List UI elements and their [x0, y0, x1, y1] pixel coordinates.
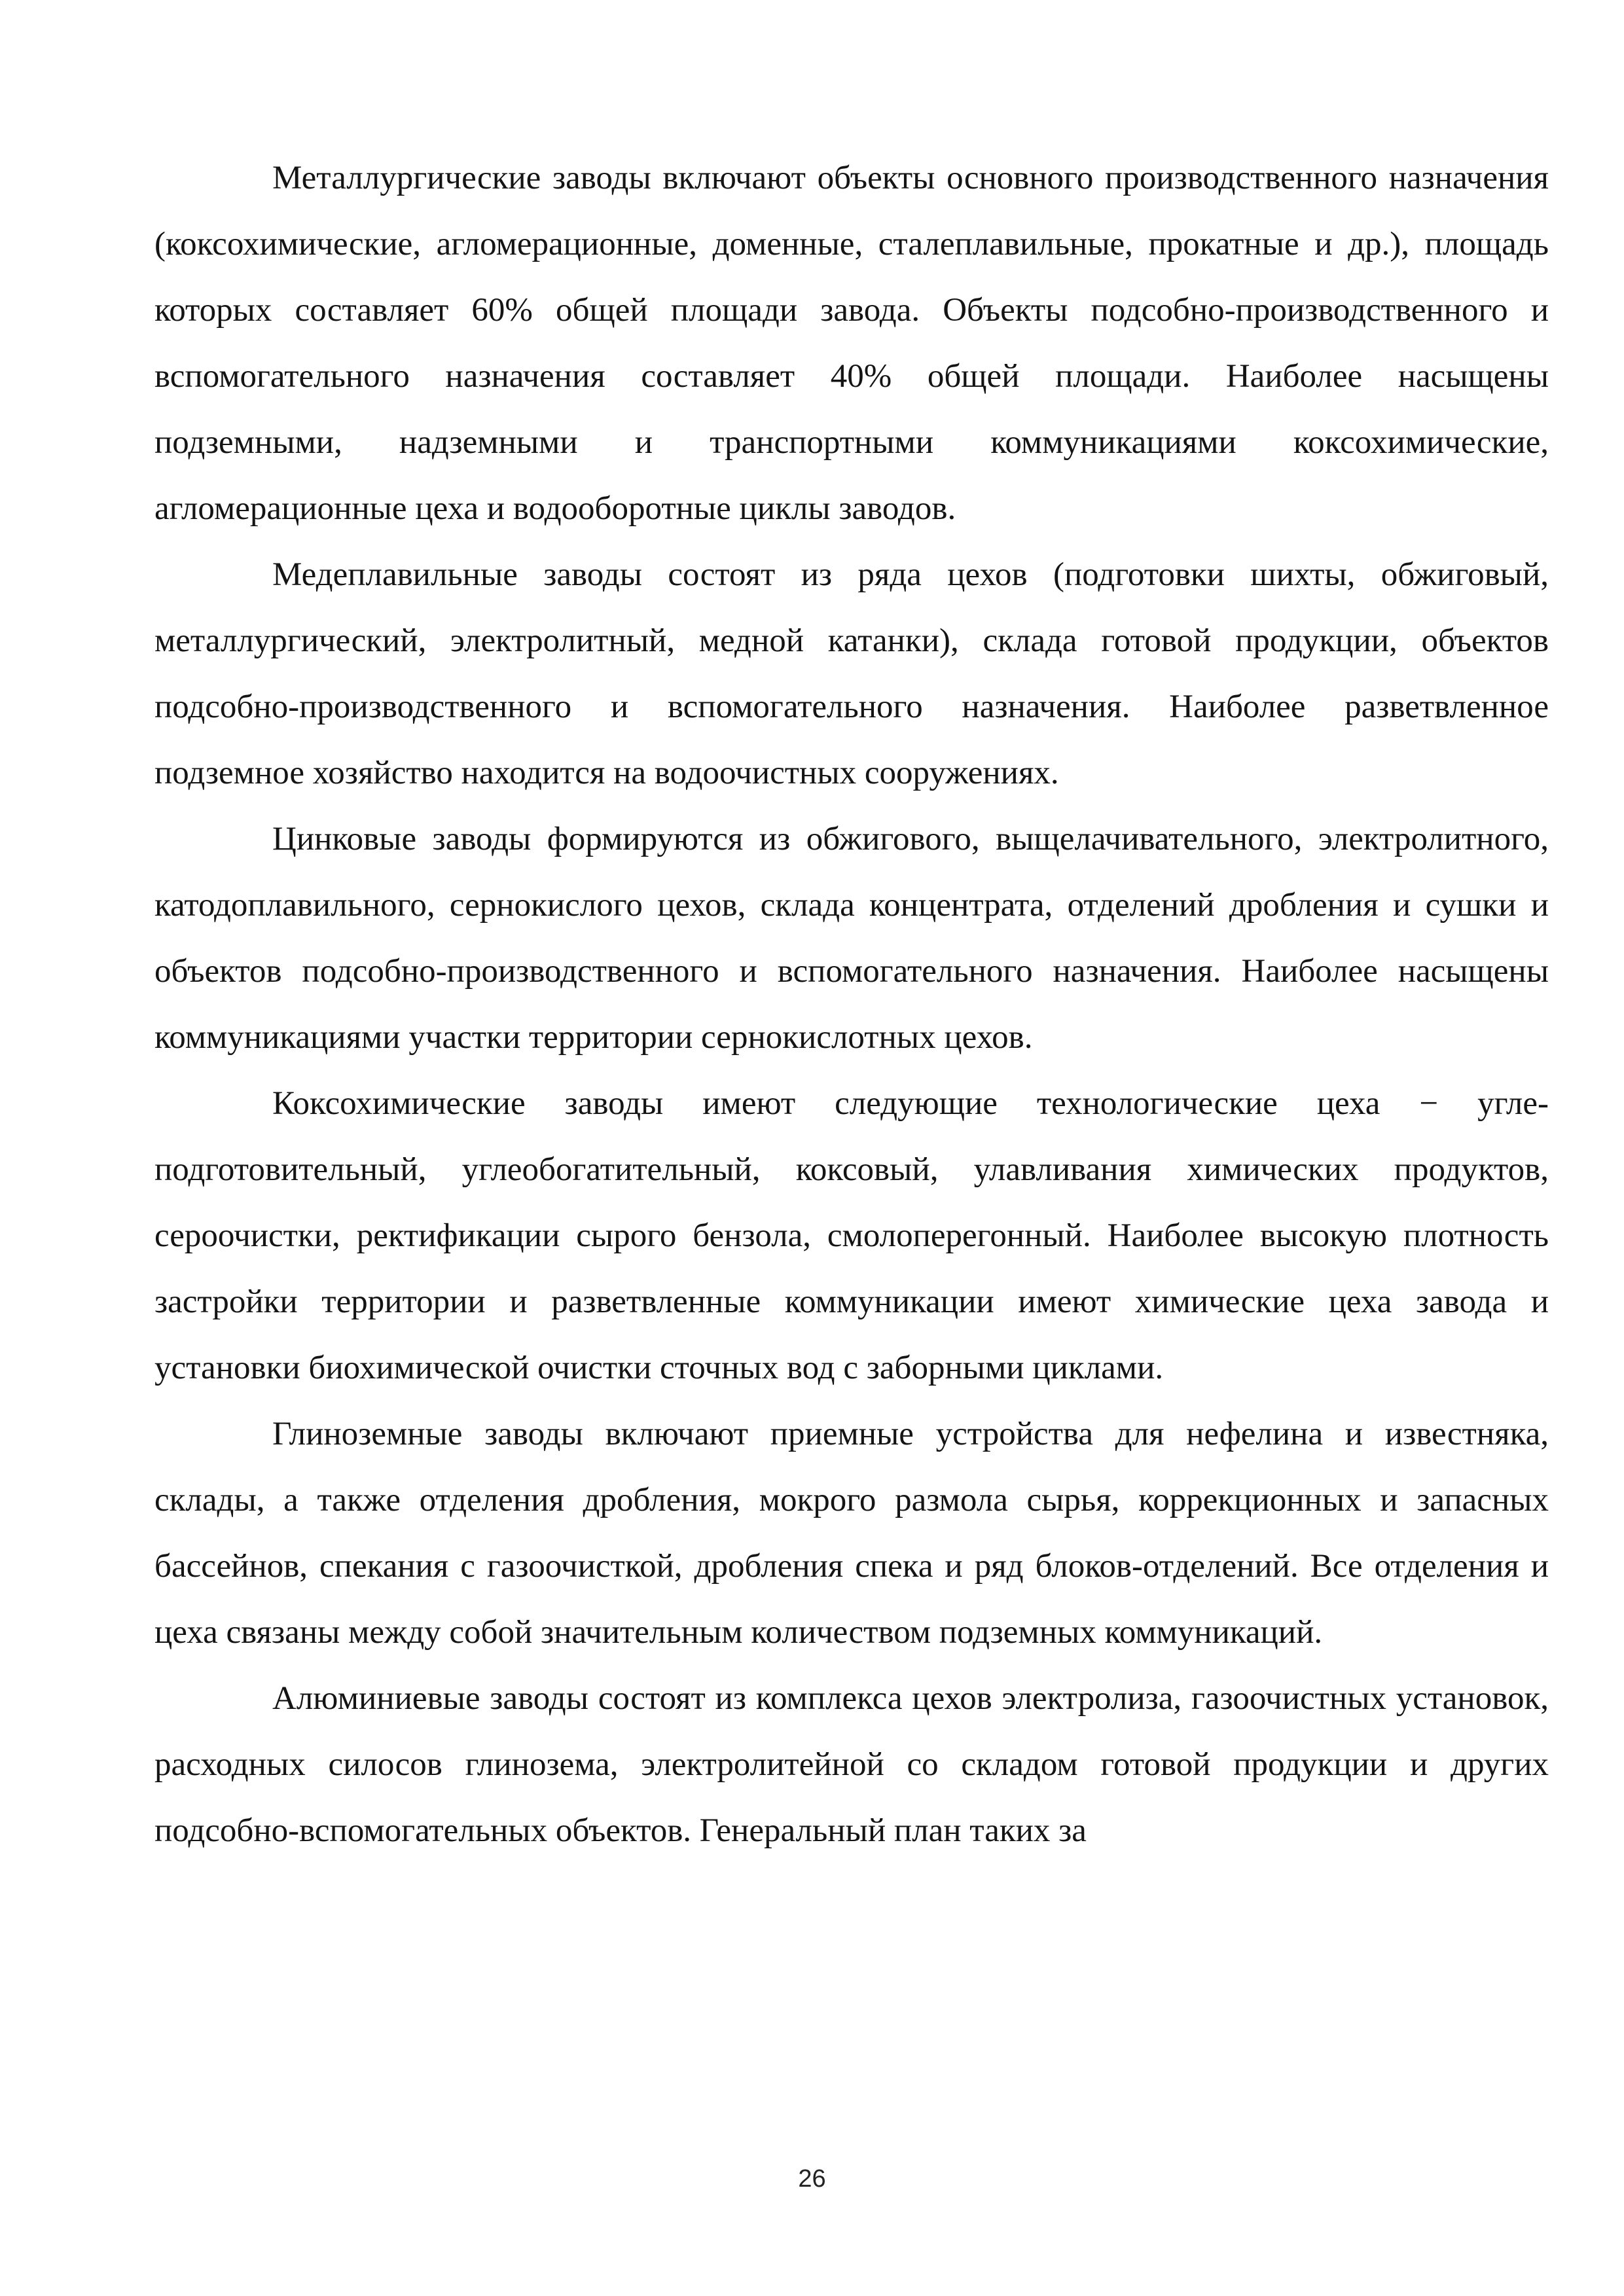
page-number: 26	[798, 2165, 826, 2193]
paragraph-coke-chemical-plants: Коксохимические заводы имеют следующие технологические цеха − углеподготовительный, углеобогатительный, коксовый, улавливания химических продуктов, сероочистки, ректификации сырого бензола, смолоперегонный. Наиболее высокую плотность застройки территории и разветвленные коммуникации имеют химические цеха завода и установки биохимической очистки сточных вод с заборными циклами.	[154, 1085, 1549, 1386]
paragraph-copper-smelting-plants: Медеплавильные заводы состоят из ряда цехов (подготовки шихты, обжиговый, металлургический, электролитный, медной катанки), склада готовой продукции, объектов подсобно-производственного и вспомогательного назначения. Наиболее разветвленное подземное хозяйство находится на водоочистных сооружениях.	[154, 556, 1549, 791]
paragraph-metallurgical-plants: Металлургические заводы включают объекты основного производственного назначения (коксохимические, агломерационные, доменные, сталеплавильные, прокатные и др.), площадь которых составляет 60% общей площади завода. Объекты подсобно-производственного и вспомогательного назначения составляет 40% общей площади. Наиболее насыщены подземными, надземными и транспортными коммуникациями коксохимические, агломерационные цеха и водооборотные циклы заводов.	[154, 160, 1549, 527]
body-text	[154, 145, 1549, 1864]
paragraph-zinc-plants: Цинковые заводы формируются из обжигового, выщелачивательного, электролитного, катодоплавильного, сернокислого цехов, склада концентрата, отделений дробления и сушки и объектов подсобно-производственного и вспомогательного назначения. Наиболее насыщены коммуникациями участки территории сернокислотных цехов.	[154, 821, 1549, 1056]
paragraph-aluminium-plants: Алюминиевые заводы состоят из комплекса цехов электролиза, газоочистных установок, расходных силосов глинозема, электролитейной со складом готовой продукции и других подсобно-вспомогательных объектов. Генеральный план таких за	[154, 1680, 1549, 1849]
paragraph-alumina-plants: Глиноземные заводы включают приемные устройства для нефелина и известняка, склады, а также отделения дробления, мокрого размола сырья, коррекционных и запасных бассейнов, спекания с газоочисткой, дробления спека и ряд блоков-отделений. Все отделения и цеха связаны между собой значительным количеством подземных коммуникаций.	[154, 1416, 1549, 1651]
